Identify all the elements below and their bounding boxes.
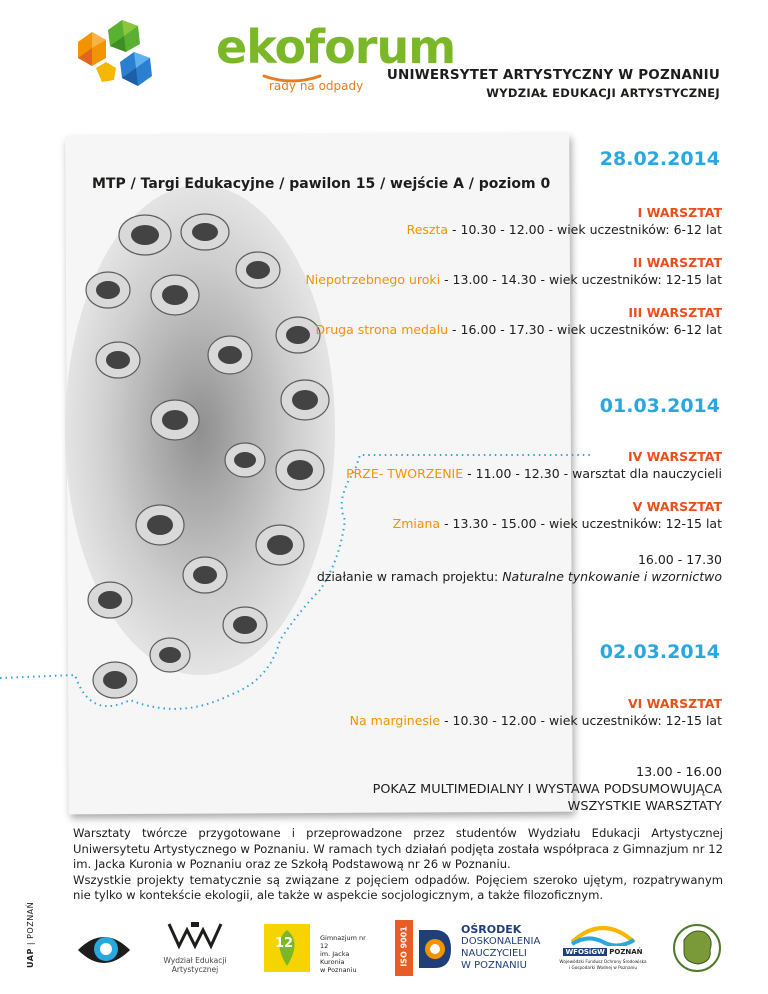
event-location: MTP / Targi Edukacyjne / pawilon 15 / wejście A / poziom 0 [92,176,551,192]
closing-event-line1: POKAZ MULTIMEDIALNY I WYSTAWA PODSUMOWUJĄCA [372,782,722,797]
uap-side-label [26,902,35,968]
odn-line4: W POZNANIU [461,960,527,971]
odn-emblem-icon [415,926,455,972]
workshop-1 [407,204,722,238]
wfosigw-desc1: Wojewódzki Fundusz Ochrony Środowiska [559,959,647,964]
workshop-details: - 10.30 - 12.00 - wiek uczestników: 6-12 lat [448,222,722,237]
wfosigw-logo [557,920,649,980]
date-day-3: 02.03.2014 [599,641,720,663]
eye-logo [74,920,134,980]
workshop-3 [315,304,722,338]
workshop-title: I WARSZTAT [637,205,722,220]
logo-tagline: rady na odpady [269,79,364,93]
uap-abbrev: UAP [26,948,35,968]
workshop-6 [350,695,722,729]
extra-event-prefix: działanie w ramach projektu: [316,569,503,584]
wea-line2: Artystycznej [171,965,219,974]
wfosigw-desc2: i Gospodarki Wodnej w Poznaniu [569,965,637,970]
wfosigw-wave-icon [568,920,638,946]
date-day-2: 01.03.2014 [599,395,720,417]
extra-event [317,551,722,585]
wfosigw-brand: WFOŚiGW [565,948,605,956]
workshop-2 [305,254,722,288]
workshop-title: IV WARSZTAT [627,449,722,464]
iso-badge [395,920,413,976]
closing-event-time: 13.00 - 16.00 [635,765,722,780]
region-map-icon [672,920,722,976]
workshop-name: Druga strona medalu [315,322,449,337]
odn-logo [395,920,541,982]
wea-emblem-icon [165,920,225,950]
wfosigw-city: POZNAŃ [609,948,643,956]
gimnazjum-line1: Gimnazjum nr 12 [320,934,366,950]
odn-line2: DOSKONALENIA [461,936,541,947]
workshop-5 [393,498,722,532]
workshop-name: Reszta [406,222,449,237]
workshop-title: II WARSZTAT [632,255,722,270]
workshop-name: Niepotrzebnego uroki [305,272,441,287]
gimnazjum-line3: w Poznaniu [320,966,357,974]
date-day-1: 28.02.2014 [599,148,720,170]
workshop-details: - 13.30 - 15.00 - wiek uczestników: 12-15 lat [440,516,722,531]
closing-event-line2: WSZYSTKIE WARSZTATY [567,799,722,814]
wielkopolska-region-logo [672,920,722,976]
university-name: UNIWERSYTET ARTYSTYCZNY W POZNANIU [386,67,720,83]
odn-text [461,924,540,972]
eye-icon [74,920,134,980]
workshop-name: Na marginesie [349,713,441,728]
extra-event-time: 16.00 - 17.30 [637,552,722,567]
workshop-details: - 16.00 - 17.30 - wiek uczestników: 6-12 lat [448,322,722,337]
workshop-name: Zmiana [392,516,441,531]
faculty-name: WYDZIAŁ EDUKACJI ARTYSTYCZNEJ [486,86,720,100]
workshop-details: - 13.00 - 14.30 - wiek uczestników: 12-15 lat [440,272,722,287]
wea-logo [150,920,240,980]
workshop-title: III WARSZTAT [628,305,722,320]
workshop-details: - 10.30 - 12.00 - wiek uczestników: 12-15 lat [440,713,722,728]
logo-wordmark: ekoforum [216,20,456,74]
workshop-title: V WARSZTAT [632,499,722,514]
wea-line1: Wydział Edukacji [163,956,227,965]
extra-event-project: Naturalne tynkowanie i wzornictwo [502,569,722,584]
odn-line3: NAUCZYCIELI [461,948,527,959]
footer-paragraph-2: Wszystkie projekty tematycznie są związane z pojęciem odpadów. Pojęciem szeroko ujętym, rozpatrywanym nie tylko w kontekście ekologii, ale także w aspekcie socjologicznym, a także filozoficznym. [73,872,723,902]
gimnazjum-number: 12 [275,936,294,951]
iso-label: ISO 9001 [399,926,409,967]
gimnazjum-line2: im. Jacka Kuronia [320,950,350,966]
uap-city: | POZNAŃ [26,901,35,949]
footer-paragraph-1: Warsztaty twórcze przygotowane i przeprowadzone przez studentów Wydziału Edukacji Artystycznej Uniwersytetu Artystycznego w Poznaniu. W ramach tych działań podjęta została współpraca z Gimnazjum nr 12 im. Jacka Kuronia w Poznaniu oraz ze Szkołą Podstawową nr 26 w Poznaniu. [73,826,723,871]
gimnazjum-logo [262,920,372,980]
workshop-4 [346,448,722,482]
workshop-name: PRZE- TWORZENIE [346,466,464,481]
footer-description [73,826,723,904]
odn-line1: OŚRODEK [461,923,522,936]
workshop-details: - 11.00 - 12.30 - warsztat dla nauczycieli [463,466,722,481]
closing-event [373,764,722,815]
gimnazjum-text [320,934,372,974]
workshop-title: VI WARSZTAT [627,696,722,711]
